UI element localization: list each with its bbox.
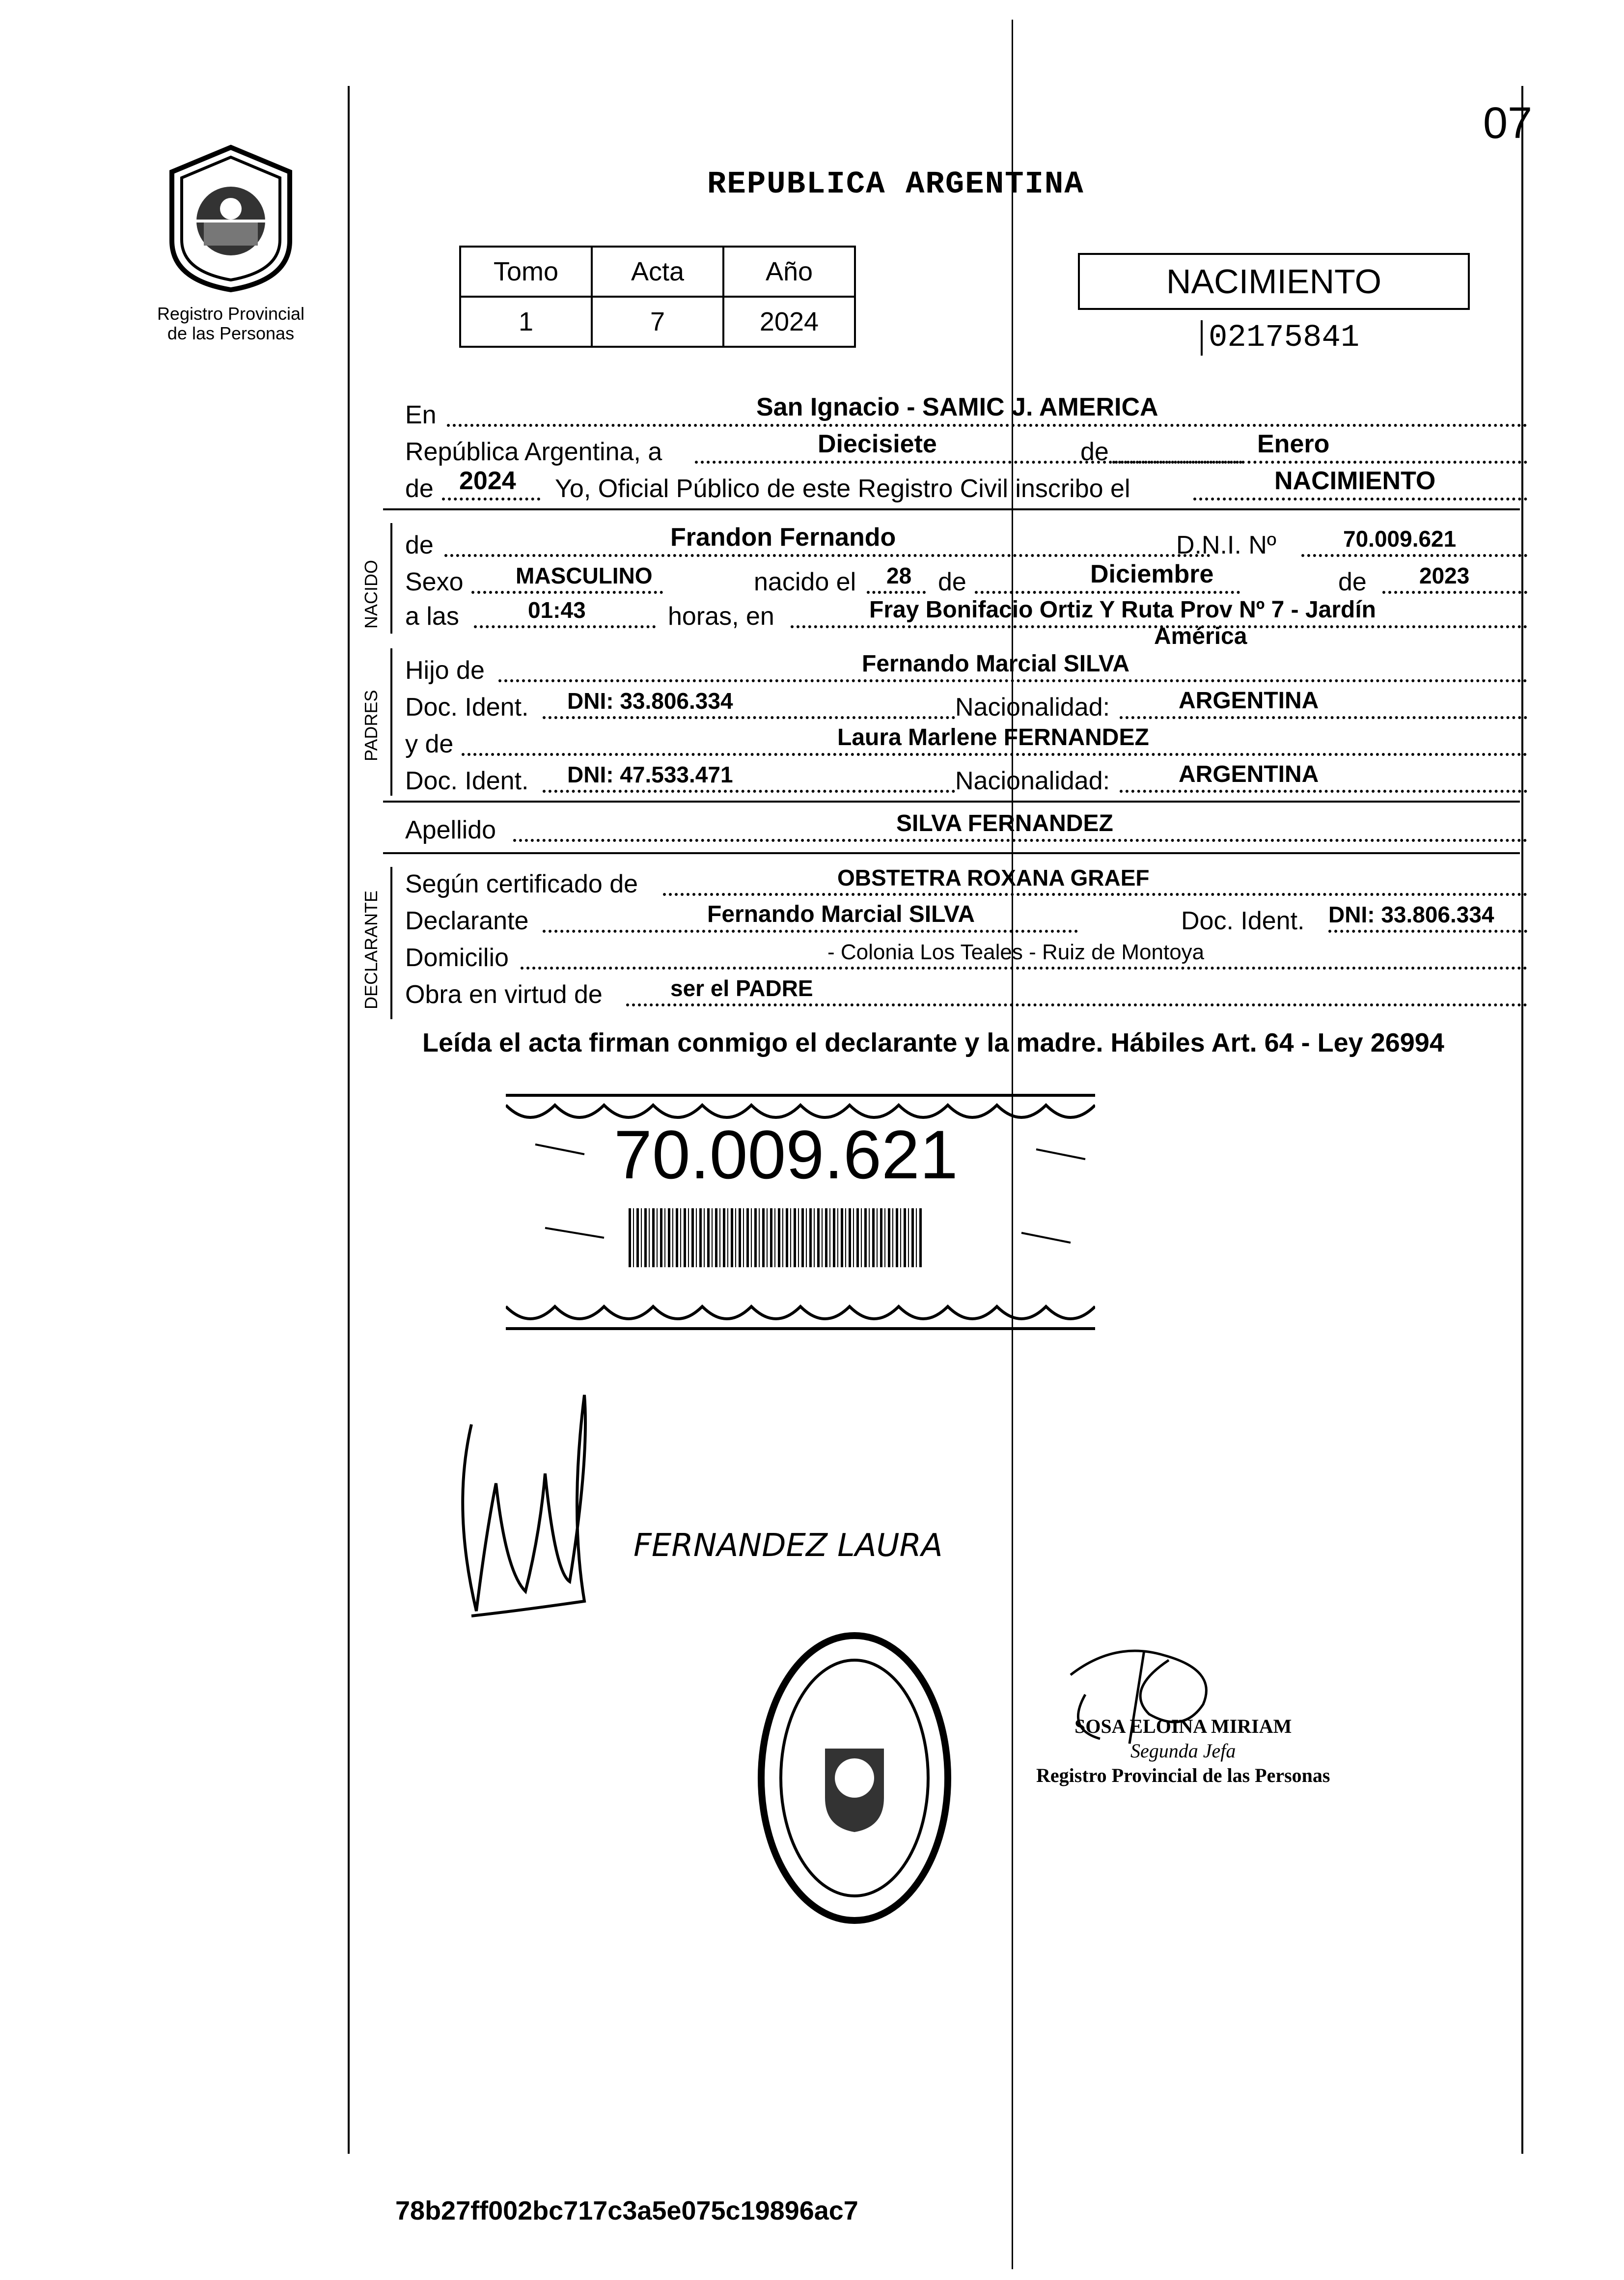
table-cell: 1 (460, 297, 592, 347)
value-declarante-doc: DNI: 33.806.334 (1328, 902, 1494, 927)
label-nacionalidad: Nacionalidad: (955, 767, 1110, 795)
dotted-line (471, 591, 663, 594)
value-lugar: Fray Bonifacio Ortiz Y Ruta Prov Nº 7 - Jardín (869, 597, 1376, 623)
record-type-box: NACIMIENTO (1078, 253, 1470, 310)
row-inscripcion (405, 469, 1530, 503)
official-name-stamp (1036, 1714, 1330, 1788)
row-nacido-sexo (405, 562, 1530, 597)
value-madre-doc: DNI: 47.533.471 (567, 762, 733, 787)
row-domicilio (405, 938, 1530, 973)
section-bracket (390, 867, 392, 1019)
label-domicilio: Domicilio (405, 944, 509, 972)
value-padre: Fernando Marcial SILVA (862, 651, 1129, 677)
dotted-line (1301, 554, 1527, 557)
label-oficial: Yo, Oficial Público de este Registro Civil inscribo el (555, 474, 1130, 503)
document-hash: 78b27ff002bc717c3a5e075c19896ac7 (395, 2196, 858, 2225)
table-header: Año (723, 247, 855, 297)
section-divider (383, 801, 1520, 803)
label-en: En (405, 401, 437, 429)
row-obra (405, 975, 1530, 1009)
section-label-padres: PADRES (361, 690, 381, 761)
value-madre: Laura Marlene FERNANDEZ (837, 724, 1149, 751)
section-divider (383, 852, 1520, 854)
registry-caption: Registro Provincial de las Personas (157, 304, 305, 343)
dotted-line (663, 893, 1527, 896)
label-nacido-el: nacido el (754, 568, 856, 596)
row-certificado (405, 864, 1530, 899)
left-margin-line (348, 86, 350, 2154)
dotted-line (626, 1003, 1527, 1006)
value-certificado: OBSTETRA ROXANA GRAEF (837, 865, 1150, 890)
value-nacido-dni: 70.009.621 (1343, 526, 1457, 552)
declarante-signature-icon (442, 1385, 629, 1640)
value-madre-nacionalidad: ARGENTINA (1179, 761, 1319, 787)
label-doc: Doc. Ident. (1181, 907, 1305, 935)
dotted-line (543, 930, 1078, 933)
label-sexo: Sexo (405, 568, 464, 596)
label-de: de (1080, 438, 1109, 466)
value-en: San Ignacio - SAMIC J. AMERICA (756, 393, 1158, 421)
label-a-las: a las (405, 602, 459, 631)
section-label-nacido: NACIDO (361, 559, 381, 629)
official-office: Registro Provincial de las Personas (1036, 1764, 1330, 1786)
label-de: de (1338, 568, 1367, 596)
row-apellido (405, 810, 1530, 845)
dotted-line (1382, 591, 1527, 594)
row-padre (405, 651, 1530, 685)
dotted-line (513, 839, 1527, 842)
label-de: de (405, 531, 434, 559)
provincia-misiones-seal-icon (157, 142, 304, 295)
row-nacido-hora (405, 597, 1530, 649)
dotted-line (1120, 716, 1527, 719)
dotted-line (447, 424, 1527, 427)
dotted-line (521, 967, 1527, 970)
value-domicilio: - Colonia Los Teales - Ruiz de Montoya (827, 940, 1205, 964)
record-table (459, 246, 856, 348)
value-lugar-line2: América (1154, 623, 1247, 649)
official-stamp-icon (751, 1621, 958, 1935)
value-day: 28 (886, 563, 912, 588)
row-padre-doc (405, 688, 1530, 722)
provincial-seal (142, 142, 319, 343)
dotted-line (442, 498, 540, 500)
barcode-number: 70.009.621 (614, 1116, 958, 1193)
label-de: de (938, 568, 966, 596)
serial-number: 02175841 (1201, 320, 1359, 356)
section-label-declarante: DECLARANTE (361, 890, 381, 1009)
value-nacido-nombre: Frandon Fernando (670, 523, 896, 552)
table-cell: 7 (592, 297, 723, 347)
value-day: Diecisiete (818, 430, 937, 458)
dotted-line (1328, 930, 1527, 933)
dotted-line (975, 591, 1240, 594)
dotted-line (444, 554, 1211, 557)
label-apellido: Apellido (405, 816, 496, 844)
label-republica: República Argentina, a (405, 438, 662, 466)
value-month: Enero (1257, 430, 1330, 458)
label-y-de: y de (405, 730, 454, 758)
row-nacido-nombre (405, 523, 1530, 560)
section-divider (383, 508, 1520, 510)
label-de2: de (405, 474, 434, 503)
label-certificado: Según certificado de (405, 870, 638, 898)
official-name: SOSA ELOINA MIRIAM (1074, 1715, 1292, 1737)
table-header: Acta (592, 247, 723, 297)
value-padre-doc: DNI: 33.806.334 (567, 688, 733, 714)
value-declarante: Fernando Marcial SILVA (707, 901, 975, 927)
dotted-line (474, 625, 656, 628)
document-title: REPUBLICA ARGENTINA (707, 167, 1084, 202)
value-year: 2023 (1419, 563, 1470, 588)
value-apellido: SILVA FERNANDEZ (896, 810, 1113, 836)
row-en (405, 395, 1530, 430)
value-month: Diciembre (1090, 560, 1214, 588)
label-obra: Obra en virtud de (405, 980, 603, 1009)
row-fecha (405, 432, 1530, 467)
official-role: Segunda Jefa (1130, 1740, 1236, 1762)
closing-text: Leída el acta firman conmigo el declarante y la madre. Hábiles Art. 64 - Ley 26994 (422, 1028, 1444, 1057)
label-doc: Doc. Ident. (405, 693, 529, 722)
dotted-line (543, 716, 955, 719)
label-hijo-de: Hijo de (405, 656, 485, 685)
table-cell: 2024 (723, 297, 855, 347)
label-nacionalidad: Nacionalidad: (955, 693, 1110, 722)
dotted-line (462, 753, 1527, 756)
barcode-bars (629, 1208, 923, 1267)
dotted-line (867, 591, 926, 594)
value-obra: ser el PADRE (670, 975, 813, 1001)
page-number: 07 (1483, 99, 1533, 148)
table-header: Tomo (460, 247, 592, 297)
value-padre-nacionalidad: ARGENTINA (1179, 688, 1319, 714)
section-bracket (390, 523, 392, 634)
label-horas-en: horas, en (668, 602, 774, 631)
value-sexo: MASCULINO (516, 563, 653, 588)
dotted-line (1193, 498, 1527, 500)
dotted-line (543, 790, 955, 793)
value-year: 2024 (459, 467, 516, 495)
row-madre (405, 724, 1530, 759)
dotted-line (498, 679, 1527, 682)
value-inscribe: NACIMIENTO (1274, 467, 1436, 495)
dotted-line (1120, 790, 1527, 793)
label-doc: Doc. Ident. (405, 767, 529, 795)
label-declarante: Declarante (405, 907, 529, 935)
row-madre-doc (405, 761, 1530, 796)
handwritten-mother-name: FERNANDEZ LAURA (633, 1528, 943, 1564)
value-hora: 01:43 (528, 597, 586, 623)
dotted-line (1112, 461, 1527, 464)
label-dni: D.N.I. Nº (1176, 531, 1276, 559)
section-bracket (390, 648, 392, 796)
row-declarante (405, 901, 1530, 936)
